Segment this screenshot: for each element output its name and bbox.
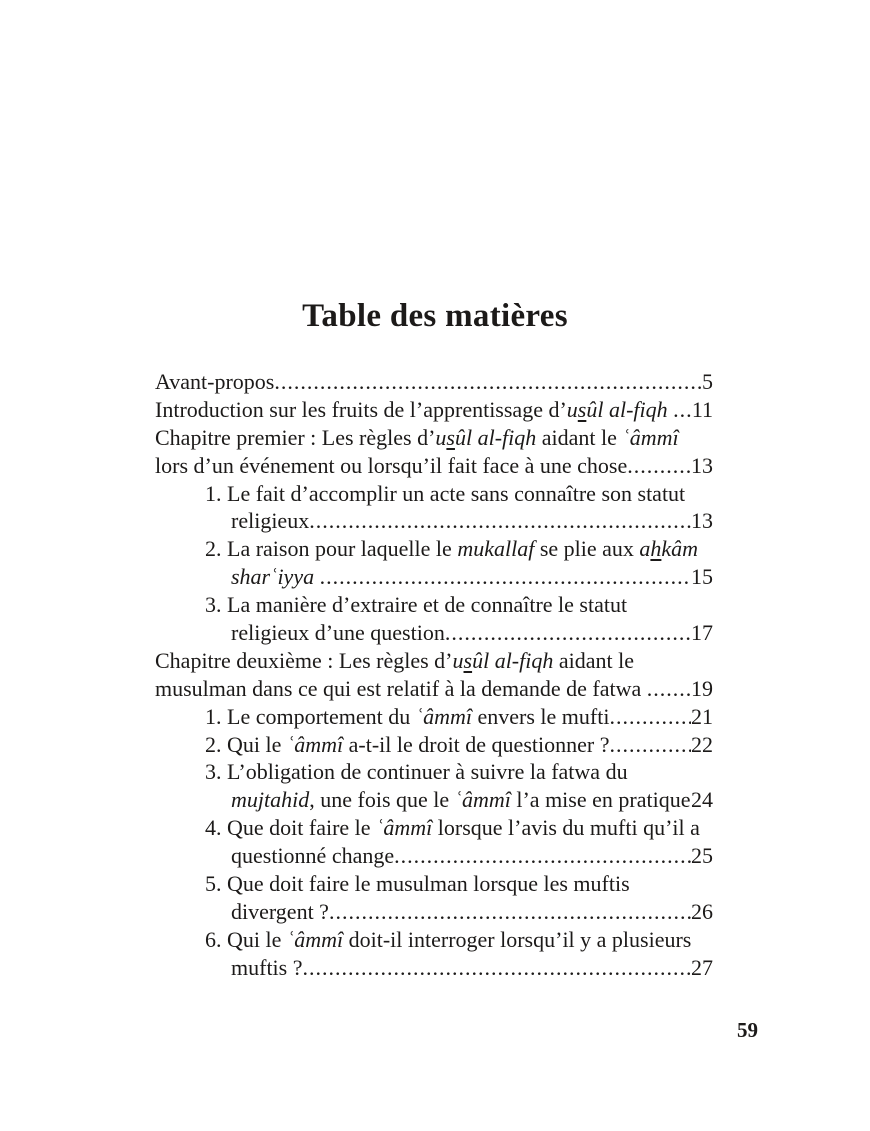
toc-line [155, 731, 713, 759]
toc-entry-text: 3. L’obligation de continuer à suivre la fatwa du [205, 759, 628, 785]
toc-entry-text: 6. Qui le ʿâmmî doit-il interroger lorsqu’il y a plusieurs [205, 926, 692, 952]
toc-entry-text: religieux d’une question [231, 620, 445, 646]
toc-line [155, 758, 713, 786]
dot-leader [309, 507, 691, 535]
toc-entry-text: muftis ? [231, 954, 303, 980]
toc-line [155, 647, 713, 675]
toc-line [155, 870, 713, 898]
toc-entry-text: lors d’un événement ou lorsqu’il fait face à une chose [155, 452, 628, 478]
toc-entry-text: Avant-propos [155, 369, 275, 394]
toc-page-number: 15 [691, 564, 713, 590]
toc-line [155, 424, 713, 452]
toc-page-number: 13 [691, 452, 713, 478]
folio-page-number: 59 [737, 1018, 758, 1042]
toc-page-number: 24 [691, 787, 713, 813]
toc-page-number: 5 [702, 369, 713, 394]
toc-line [155, 480, 713, 508]
toc-line [155, 452, 713, 480]
dot-leader [445, 619, 691, 647]
toc-entry-text: 4. Que doit faire le ʿâmmî lorsque l’avis du mufti qu’il a [205, 815, 700, 841]
toc-entry-text: 1. Le fait d’accomplir un acte sans connaître son statut [205, 480, 686, 506]
toc-page-number: 27 [691, 954, 713, 980]
dot-leader [627, 452, 691, 480]
dot-leader [329, 898, 691, 926]
toc-entry-text: Chapitre deuxième : Les règles d’usûl al-fiqh aidant le [155, 647, 634, 673]
toc-line [155, 535, 713, 563]
toc-page-number: 17 [691, 620, 713, 646]
dot-leader [609, 703, 691, 731]
toc-line [155, 396, 713, 424]
toc-entry-text: mujtahid, une fois que le ʿâmmî l’a mise en pratique [231, 787, 691, 813]
dot-leader [394, 842, 691, 870]
toc-entry-text: divergent ? [231, 898, 329, 924]
toc-line [155, 619, 713, 647]
toc-line [155, 898, 713, 926]
toc-line [155, 368, 713, 396]
toc-line [155, 954, 713, 982]
toc-line [155, 842, 713, 870]
toc-line [155, 786, 713, 814]
dot-leader [274, 368, 702, 396]
toc-entry-text: 3. La manière d’extraire et de connaître le statut [205, 592, 628, 618]
dot-leader [673, 396, 692, 424]
toc-entry-text: Chapitre premier : Les règles d’usûl al-fiqh aidant le ʿâmmî [155, 424, 679, 450]
toc-line [155, 675, 713, 703]
toc-entry-text: 1. Le comportement du ʿâmmî envers le mufti [205, 703, 610, 729]
toc-entry-text: religieux [231, 508, 310, 534]
toc-page-number: 19 [691, 675, 713, 701]
toc-line [155, 926, 713, 954]
toc-entry-text: Introduction sur les fruits de l’apprentissage d’usûl al-fiqh [155, 396, 668, 422]
toc-line [155, 591, 713, 619]
toc-entry-text: 2. La raison pour laquelle le mukallaf se plie aux ahkâm [205, 536, 699, 562]
toc-page-number: 22 [691, 731, 713, 757]
table-of-contents [155, 368, 713, 982]
toc-line [155, 703, 713, 731]
toc-page-number: 13 [691, 508, 713, 534]
toc-entry-text: sharʿiyya [231, 564, 315, 590]
dot-leader [320, 563, 691, 591]
dot-leader [609, 731, 691, 759]
dot-leader [303, 954, 692, 982]
toc-page-number: 21 [691, 703, 713, 729]
toc-entry-text: musulman dans ce qui est relatif à la demande de fatwa [155, 675, 647, 701]
toc-page-number: 26 [691, 898, 713, 924]
page-title: Table des matières [302, 298, 568, 335]
toc-line [155, 563, 713, 591]
dot-leader [647, 675, 691, 703]
toc-entry-text: 5. Que doit faire le musulman lorsque les muftis [205, 871, 630, 897]
toc-line [155, 507, 713, 535]
toc-entry-text: 2. Qui le ʿâmmî a-t-il le droit de questionner ? [205, 731, 610, 757]
toc-entry-text: questionné change [231, 843, 395, 869]
toc-page-number: 11 [691, 396, 713, 422]
toc-line [155, 814, 713, 842]
toc-page-number: 25 [691, 843, 713, 869]
